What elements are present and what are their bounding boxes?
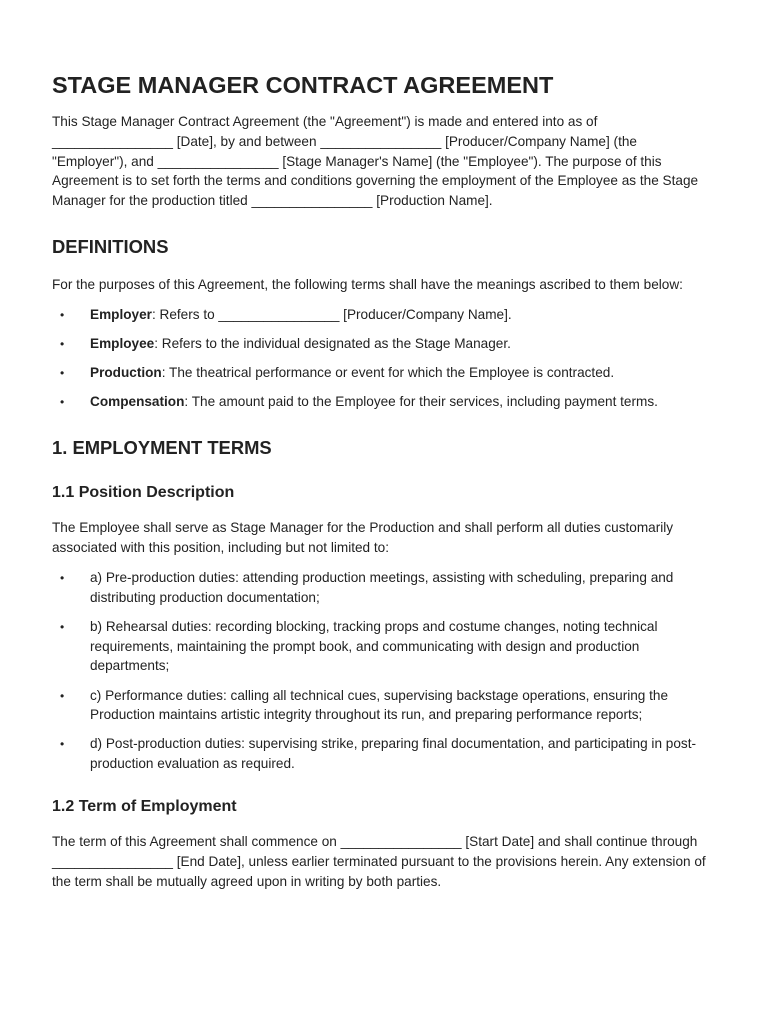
document-title: STAGE MANAGER CONTRACT AGREEMENT xyxy=(52,72,554,98)
definitions-heading: DEFINITIONS xyxy=(52,235,169,257)
definition-term: Employee xyxy=(90,335,155,351)
definition-term: Employer xyxy=(90,306,152,322)
bullet-icon: • xyxy=(60,619,65,634)
intro-paragraph: This Stage Manager Contract Agreement (the "Agreement") is made and entered into as of ________________ [Date], by and between ________________ [Producer/Company Name] (the "Employer"), and ________________ [Stage Manager's Name] (the "Employee"). The purpose of this Agreement is to set forth the terms and conditions governing the employment of the Employee as the Stage Manager for the production titled ________________ [Production Name]. xyxy=(52,114,699,209)
duty-item-pre-production xyxy=(52,568,714,608)
definition-item-production xyxy=(52,363,714,383)
duty-text: d) Post-production duties: supervising strike, preparing final documentation, and participating in post-production evaluation as required. xyxy=(90,736,697,772)
definition-text: : The amount paid to the Employee for their services, including payment terms. xyxy=(184,394,658,410)
duty-text: c) Performance duties: calling all technical cues, supervising backstage operations, ensuring the Production maintains artistic integrity throughout its run, and preparing performance reports; xyxy=(90,687,669,723)
position-description-heading: 1.1 Position Description xyxy=(52,484,235,502)
bullet-icon: • xyxy=(60,737,65,752)
definition-term: Production xyxy=(90,365,162,381)
duty-item-rehearsal xyxy=(52,617,714,676)
position-description-lead: The Employee shall serve as Stage Manager for the Production and shall perform all duties customarily associated with this position, including but not limited to: xyxy=(52,520,674,555)
definition-text: : Refers to ________________ [Producer/Company Name]. xyxy=(151,306,512,322)
term-of-employment-text: The term of this Agreement shall commence on ________________ [Start Date] and shall continue through ________________ [End Date], unless earlier terminated pursuant to the provisions herein. Any extension of the term shall be mutually agreed upon in writing by both parties. xyxy=(52,834,706,889)
definitions-lead: For the purposes of this Agreement, the following terms shall have the meanings ascribed to them below: xyxy=(52,276,683,292)
bullet-icon: • xyxy=(60,570,65,585)
duty-item-post-production xyxy=(52,734,714,774)
definition-item-compensation xyxy=(52,392,714,412)
definition-text: : The theatrical performance or event for which the Employee is contracted. xyxy=(161,365,615,381)
bullet-icon: • xyxy=(60,688,65,703)
bullet-icon: • xyxy=(60,336,65,351)
term-of-employment-heading: 1.2 Term of Employment xyxy=(52,798,237,816)
employment-terms-heading: 1. EMPLOYMENT TERMS xyxy=(52,437,272,459)
duty-text: a) Pre-production duties: attending production meetings, assisting with scheduling, preparing and distributing production documentation; xyxy=(90,569,674,605)
bullet-icon: • xyxy=(60,366,65,381)
definition-term: Compensation xyxy=(90,394,185,410)
definition-item-employer xyxy=(52,305,714,325)
bullet-icon: • xyxy=(60,395,65,410)
duties-list xyxy=(52,568,714,774)
definitions-list xyxy=(52,305,714,412)
definition-text: : Refers to the individual designated as the Stage Manager. xyxy=(154,335,511,351)
duty-item-performance xyxy=(52,686,714,726)
duty-text: b) Rehearsal duties: recording blocking, tracking props and costume changes, noting technical requirements, maintaining the prompt book, and communicating with design and production departments; xyxy=(90,618,658,674)
definition-item-employee xyxy=(52,334,714,354)
bullet-icon: • xyxy=(60,307,65,322)
